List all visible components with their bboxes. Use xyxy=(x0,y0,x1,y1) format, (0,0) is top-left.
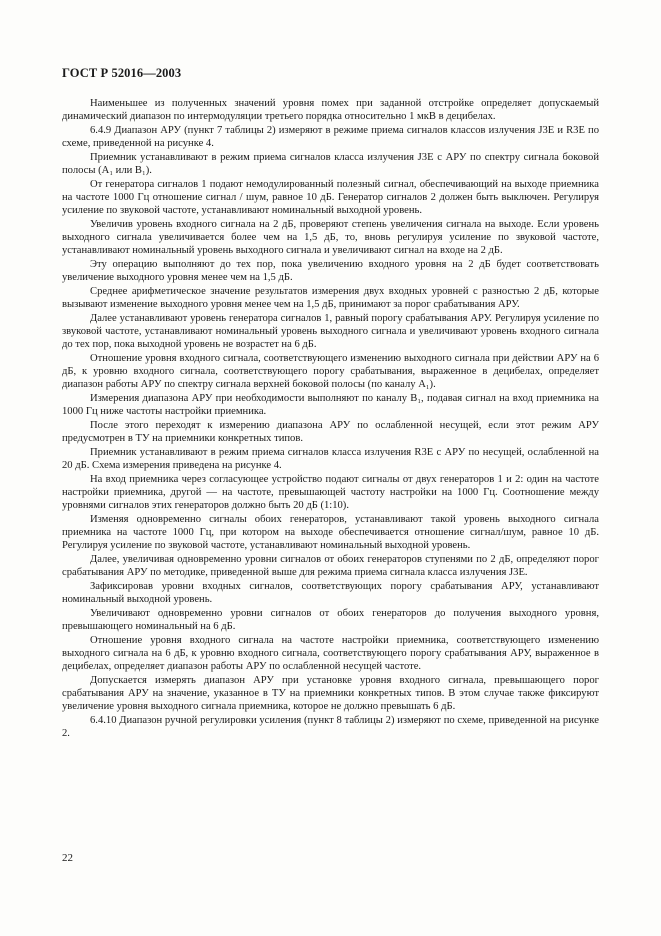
paragraph: 6.4.10 Диапазон ручной регулировки усиления (пункт 8 таблицы 2) измеряют по схеме, приведенной на рисунке 2. xyxy=(62,714,599,740)
standard-header: ГОСТ Р 52016—2003 xyxy=(62,66,182,80)
paragraph: От генератора сигналов 1 подают немодулированный полезный сигнал, обеспечивающий на выходе приемника на частоте 1000 Гц отношение сигнал / шум, равное 10 дБ. Генератор сигналов 2 должен быть выключен. Регулируя усиление по звуковой частоте, устанавливают номинальный выходной уровень. xyxy=(62,178,599,217)
paragraph: Измерения диапазона АРУ при необходимости выполняют по каналу B₁, подавая сигнал на вход приемника на 1000 Гц ниже частоты настройки приемника. xyxy=(62,392,599,418)
paragraph: Далее, увеличивая одновременно уровни сигналов от обоих генераторов ступенями по 2 дБ, определяют порог срабатывания АРУ по методике, приведенной выше для режима приема сигнала класса излучения J3E. xyxy=(62,553,599,579)
paragraph: Отношение уровня входного сигнала, соответствующего изменению выходного сигнала при действии АРУ на 6 дБ, к уровню входного сигнала, соответствующего порогу срабатывания, выраженное в децибелах, определяет диапазон работы АРУ по спектру сигнала верхней боковой полосы (по каналу A₁). xyxy=(62,352,599,391)
paragraph: Допускается измерять диапазон АРУ при установке уровня входного сигнала, превышающего порог срабатывания АРУ на значение, указанное в ТУ на приемники конкретных типов. В этом случае также фиксируют увеличение уровня выходного сигнала приемника, которое не должно превышать 6 дБ. xyxy=(62,674,599,713)
paragraph: Увеличив уровень входного сигнала на 2 дБ, проверяют степень увеличения сигнала на выходе. Если уровень выходного сигнала увеличивается более чем на 1,5 дБ, то, вновь регулируя усиление по звуковой частоте, устанавливают номинальный уровень выходного сигнала и увеличивают сигнал на входе на 2 дБ. xyxy=(62,218,599,257)
page-number: 22 xyxy=(62,852,73,864)
paragraph: После этого переходят к измерению диапазона АРУ по ослабленной несущей, если этот режим АРУ предусмотрен в ТУ на приемники конкретных типов. xyxy=(62,419,599,445)
paragraph: На вход приемника через согласующее устройство подают сигналы от двух генераторов 1 и 2: один на частоте настройки приемника, другой — на частоте, превышающей частоту настройки на 1000 Гц. Соотношение между уровнями сигналов этих генераторов должно быть 20 дБ (1:10). xyxy=(62,473,599,512)
paragraph: Среднее арифметическое значение результатов измерения двух входных уровней с разностью 2 дБ, которые вызывают изменение выходного уровня менее чем на 1,5 дБ, принимают за порог срабатывания АРУ. xyxy=(62,285,599,311)
paragraph: Отношение уровня входного сигнала на частоте настройки приемника, соответствующего изменению выходного сигнала на 6 дБ, к уровню входного сигнала, соответствующего порогу срабатывания АРУ, выраженное в децибелах, определяет диапазон работы АРУ по ослабленной несущей частоте. xyxy=(62,634,599,673)
paragraph: Изменяя одновременно сигналы обоих генераторов, устанавливают такой уровень выходного сигнала приемника на частоте 1000 Гц, при котором на выходе обеспечивается отношение сигнал/шум, равное 10 дБ. Регулируя усиление по звуковой частоте, устанавливают номинальный выходной уровень. xyxy=(62,513,599,552)
paragraph: 6.4.9 Диапазон АРУ (пункт 7 таблицы 2) измеряют в режиме приема сигналов классов излучения J3E и R3E по схеме, приведенной на рисунке 4. xyxy=(62,124,599,150)
paragraph: Наименьшее из полученных значений уровня помех при заданной отстройке определяет допускаемый динамический диапазон по интермодуляции третьего порядка относительно 1 мкВ в децибелах. xyxy=(62,98,599,123)
paragraph: Приемник устанавливают в режим приема сигналов класса излучения R3E с АРУ по несущей, ослабленной на 20 дБ. Схема измерения приведена на рисунке 4. xyxy=(62,446,599,471)
paragraph: Зафиксировав уровни входных сигналов, соответствующих порогу срабатывания АРУ, устанавливают номинальный выходной уровень. xyxy=(62,580,599,606)
paragraph: Далее устанавливают уровень генератора сигналов 1, равный порогу срабатывания АРУ. Регулируя усиление по звуковой частоте, устанавливают номинальный уровень выходного сигнала и увеличивают уровень входного сигнала до тех пор, пока выходной уровень не возрастет на 6 дБ. xyxy=(62,312,599,351)
paragraph: Приемник устанавливают в режим приема сигналов класса излучения J3E с АРУ по спектру сигнала боковой полосы (A₁ или B₁). xyxy=(62,151,599,177)
body-text xyxy=(62,97,599,741)
paragraph: Увеличивают одновременно уровни сигналов от обоих генераторов до получения выходного уровня, превышающего номинальный на 6 дБ. xyxy=(62,607,599,632)
paragraph: Эту операцию выполняют до тех пор, пока увеличению входного уровня на 2 дБ будет соответствовать увеличение выходного уровня менее чем на 1,5 дБ. xyxy=(62,258,599,284)
